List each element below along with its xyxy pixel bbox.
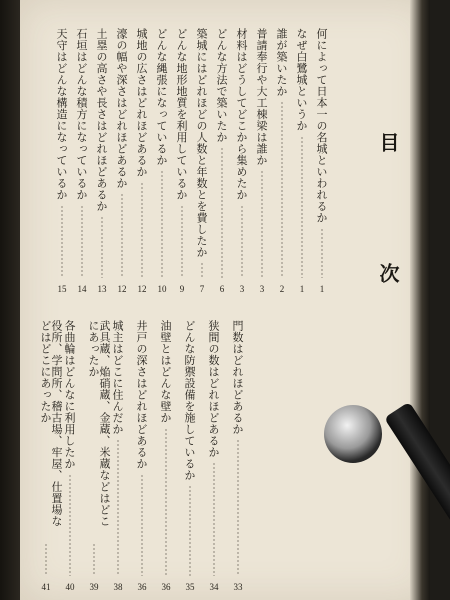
toc-page-number: 35 xyxy=(185,582,195,592)
leader-dots xyxy=(181,205,183,279)
toc-entry xyxy=(256,28,267,166)
leader-dots xyxy=(93,543,95,577)
leader-dots xyxy=(301,136,303,279)
toc-page-number: 36 xyxy=(161,582,171,592)
toc-entry-title: 何によって日本一の名城といわれるか xyxy=(315,28,328,224)
toc-entry-title: どんな地形地質を利用しているか xyxy=(175,28,188,201)
leader-dots xyxy=(213,462,215,576)
pen-tip xyxy=(324,405,382,463)
toc-page-number: 1 xyxy=(319,284,325,294)
toc-entry xyxy=(236,28,247,201)
leader-dots xyxy=(45,543,47,577)
toc-entry xyxy=(156,28,167,166)
toc-page-number: 1 xyxy=(299,284,305,294)
leader-dots xyxy=(221,147,223,278)
leader-dots xyxy=(321,228,323,279)
toc-entry-title: 城地の広さはどれほどあるか xyxy=(135,28,148,178)
leader-dots xyxy=(161,170,163,278)
toc-entry xyxy=(64,320,75,470)
leader-dots xyxy=(281,101,283,278)
toc-entry xyxy=(296,28,307,132)
leader-dots xyxy=(241,205,243,279)
toc-page-number: 40 xyxy=(65,582,75,592)
toc-page-number: 7 xyxy=(199,284,205,294)
toc-page-number: 2 xyxy=(279,284,285,294)
toc-entry-title: 築城にはどれほどの人数と年数とを費したか xyxy=(195,28,208,258)
toc-entry-title: 普請奉行や大工棟梁は誰か xyxy=(255,28,268,166)
toc-entry xyxy=(136,28,147,178)
toc-entry-title: 狭間の数はどれほどあるか xyxy=(207,320,220,458)
toc-page-number: 14 xyxy=(77,284,87,294)
toc-page-number: 38 xyxy=(113,582,123,592)
toc-entry xyxy=(184,320,195,481)
toc-page-number: 15 xyxy=(57,284,67,294)
leader-dots xyxy=(237,439,239,576)
toc-page-number: 12 xyxy=(137,284,147,294)
leader-dots xyxy=(81,205,83,279)
toc-entry-title: なぜ白鷺城というか xyxy=(295,28,308,132)
toc-entry-title: 城主はどこに住んだか xyxy=(111,320,124,435)
toc-entry-title: 土塁の高さや長さはどれほどあるか xyxy=(95,28,108,212)
page-edge-right xyxy=(410,0,430,600)
leader-dots xyxy=(101,216,103,278)
leader-dots xyxy=(117,439,119,576)
toc-entry-title: 石垣はどんな積方になっているか xyxy=(75,28,88,201)
toc-page-number: 36 xyxy=(137,582,147,592)
toc-entry-title: 油壁とはどんな壁か xyxy=(159,320,172,424)
book-page xyxy=(20,0,430,600)
leader-dots xyxy=(189,485,191,576)
leader-dots xyxy=(61,205,63,279)
toc-page-number: 34 xyxy=(209,582,219,592)
toc-entry xyxy=(56,28,67,201)
toc-entry xyxy=(112,320,123,435)
toc-entry xyxy=(40,320,62,535)
toc-entry xyxy=(176,28,187,201)
toc-page-number: 3 xyxy=(259,284,265,294)
toc-entry-title: 井戸の深さはどれほどあるか xyxy=(135,320,148,470)
toc-entry-title: どんな防禦設備を施しているか xyxy=(183,320,196,481)
toc-entry-title: 各曲輪はどんなに利用したか xyxy=(63,320,76,470)
toc-entry-title: 材料はどうしてどこから集めたか xyxy=(235,28,248,201)
toc-entry-title: 誰が築いたか xyxy=(275,28,288,97)
toc-entry xyxy=(232,320,243,435)
toc-entry xyxy=(76,28,87,201)
toc-page-number: 33 xyxy=(233,582,243,592)
leader-dots xyxy=(141,474,143,577)
toc-entry-title: どんな縄張になっているか xyxy=(155,28,168,166)
leader-dots xyxy=(201,262,203,278)
toc-entry xyxy=(116,28,127,189)
toc-entry-title: 役所、学問所、稽古場、牢屋、仕置場などはどこにあったか xyxy=(39,320,63,527)
toc-entry xyxy=(216,28,227,143)
leader-dots xyxy=(165,428,167,577)
toc-entry-title: どんな方法で築いたか xyxy=(215,28,228,143)
toc-entry-title: 天守はどんな構造になっているか xyxy=(55,28,68,201)
toc-page-number: 39 xyxy=(89,582,99,592)
toc-entry xyxy=(316,28,327,224)
toc-entry xyxy=(136,320,147,470)
toc-page-number: 41 xyxy=(41,582,51,592)
toc-entry-title: 武具蔵、焔硝蔵、金蔵、米蔵などはどこにあったか xyxy=(87,320,111,527)
toc-entry xyxy=(160,320,171,424)
toc-page-number: 3 xyxy=(239,284,245,294)
leader-dots xyxy=(121,193,123,278)
toc-entry xyxy=(196,28,207,258)
toc-entry xyxy=(208,320,219,458)
toc-entry-title: 濠の幅や深さはどれほどあるか xyxy=(115,28,128,189)
toc-entry xyxy=(88,320,110,535)
leader-dots xyxy=(69,474,71,577)
toc-page-number: 13 xyxy=(97,284,107,294)
toc-page-number: 9 xyxy=(179,284,185,294)
toc-page-number: 6 xyxy=(219,284,225,294)
toc-page-number: 12 xyxy=(117,284,127,294)
toc-entry-title: 門数はどれほどあるか xyxy=(231,320,244,435)
toc-entry xyxy=(96,28,107,212)
binding-shadow xyxy=(0,0,20,600)
page-title: 目 次 xyxy=(376,132,400,335)
leader-dots xyxy=(261,170,263,278)
leader-dots xyxy=(141,182,143,279)
toc-page-number: 10 xyxy=(157,284,167,294)
toc-entry xyxy=(276,28,287,97)
